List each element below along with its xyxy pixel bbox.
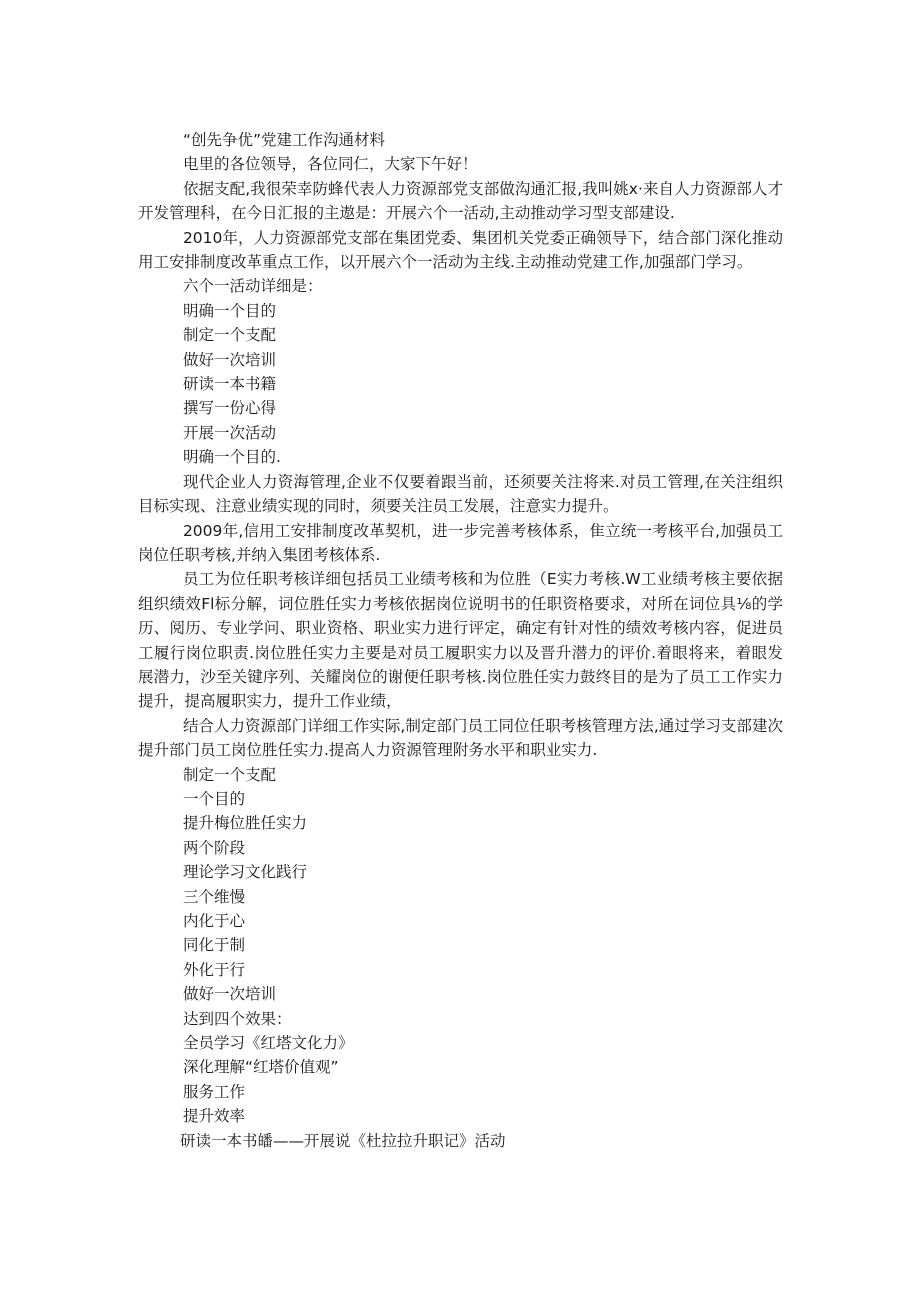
section-heading: 明确一个目的. [182,448,281,467]
list-item: 理论学习文化践行 [182,863,307,882]
paragraph: 电里的各位领导，各位同仁，大家下午好！ [182,155,478,174]
list-item: 全员学习《红塔文化力》 [182,1034,354,1053]
paragraph: 员工为位任职考核详细包括员工业绩考核和为位胜（E实力考核.W工业绩考核主要依据组织绩效Fl标分解，词位胜任实力考核依据岗位说明书的任职资格要求，对所在词位具⅛的学历、阅历、专业学问、职业资格、职业实力进行评定，确定有针对性的绩效考核内容，促进员工履行岗位职责.岗位胜任实力主要是对员工履职实力以及晋升潜力的评价.着眼将来，着眼发展潜力，沙至关键序列、关耀岗位的谢便任职考核.岗位胜任实力鼓终目的是为了员工工作实力提升，提高履职实力，提升工作业绩， [138,570,783,711]
list-item: 开展一次活动 [182,423,276,442]
list-item: 深化理解“红塔价值观” [182,1058,339,1077]
paragraph: 现代企业人力资海管理,企业不仅要着跟当前，还须要关注将来.对员工管理,在关注组织目标实现、注意业绩实现的同时，须要关注员工发展，注意实力提升。 [138,472,783,516]
list-item: 内化于心 [182,912,245,930]
section-heading: 制定一个支配 [182,765,276,784]
paragraph: 2010年，人力资源部党支部在集团党委、集团机关党委正确领导下，结合部门深化推动用工安排制度改革重点工作，以开展六个一活动为主线.主动推动党建工作,加强部门学习。 [138,228,783,272]
list-item: 制定一个支配 [182,326,276,345]
section-heading: 研读一本书皤——开展说《杜拉拉升职记》活动 [180,1131,506,1150]
paragraph: 2009年,信用工安排制度改革契机，进一步完善考核体系，隹立统一考核平台,加强员工岗位任职考核,并纳入集团考核体系. [138,521,783,564]
document-title: “创先争优”党建工作沟通材料 [182,131,385,149]
list-item: 三个维慢 [182,887,245,906]
paragraph: 六个一活动详细是： [182,277,323,296]
document-body [138,128,783,1153]
list-item: 服务工作 [182,1082,245,1101]
list-item: 同化于制 [182,936,245,955]
paragraph: 结合人力资源部门详细工作实际,制定部门员工同位任职考核管理方法,通过学习支部建次提升部门员工岗位胜任实力.提高人力资源管理附务水平和职业实力. [138,716,783,760]
paragraph: 依据支配,我很荣幸防蜂代表人力资源部党支部做沟通汇报,我叫姚x·来自人力资源部人才开发管理科，在今日汇报的主遨是：开展六个一活动,主动推动学习型支部建设. [138,179,783,223]
list-item: 提升梅位胜任实力 [182,814,307,833]
section-heading: 做好一次培训 [182,985,276,1004]
list-item: 明确一个目的 [182,301,276,320]
list-item: 达到四个效果： [182,1009,292,1028]
list-item: 研读一本书籍 [182,375,276,394]
list-item: 外化于行 [182,960,245,979]
list-item: 两个阶段 [182,838,245,857]
list-item: 提升效率 [182,1107,245,1126]
list-item: 做好一次培训 [182,350,276,369]
list-item: 一个目的 [182,789,245,808]
list-item: 撰写一份心得 [182,399,276,418]
